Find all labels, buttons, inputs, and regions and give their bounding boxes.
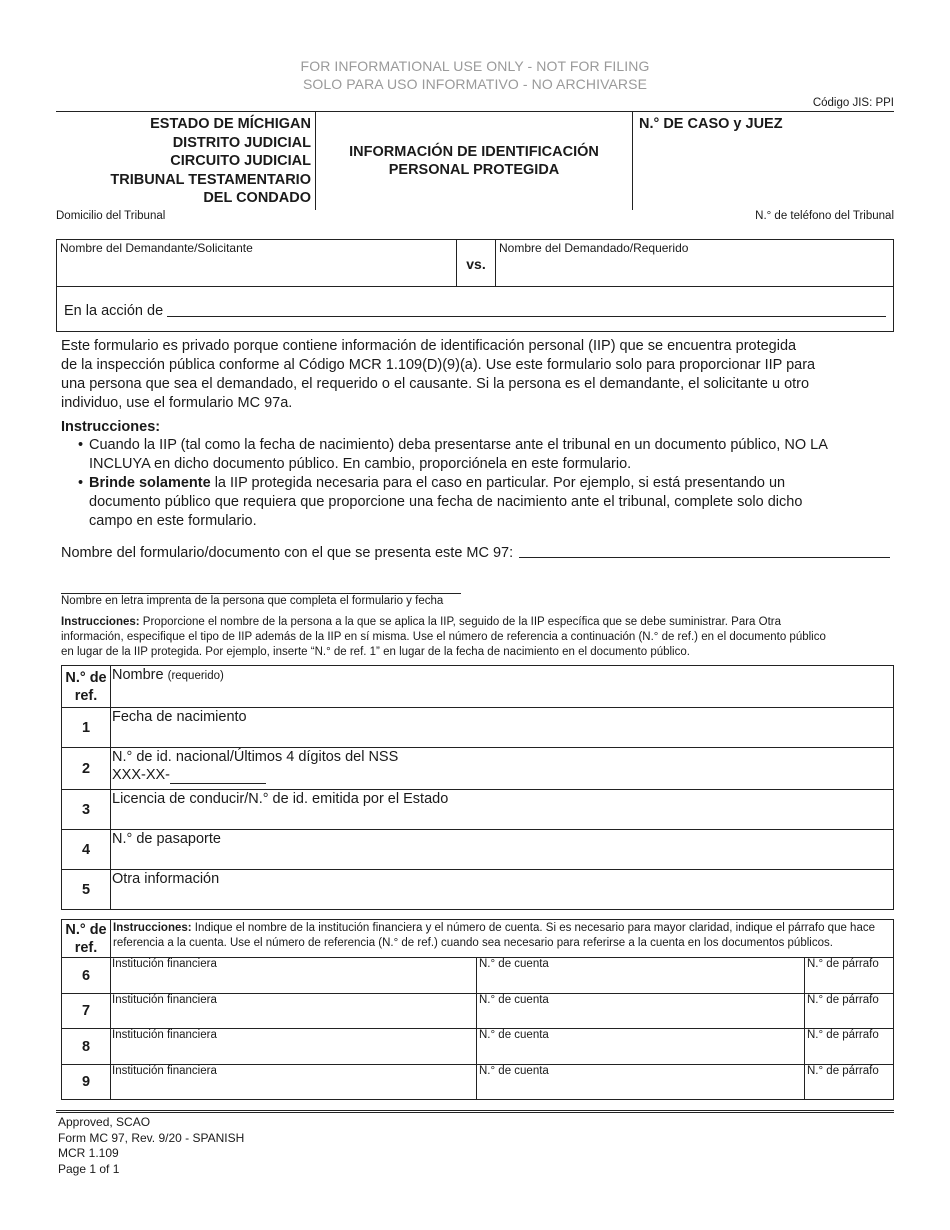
court-line: CIRCUITO JUDICIAL [170, 153, 311, 169]
intro-line: individuo, use el formulario MC 97a. [61, 395, 293, 411]
intro-line: una persona que sea el demandado, el requerido o el causante. Si la persona es el demandante, el solicitante u otro [61, 376, 810, 392]
form-document-row [61, 545, 890, 561]
court-line: DEL CONDADO [203, 190, 311, 206]
bullet-1-line-2: INCLUYA en dicho documento público. En cambio, proporciónela en este formulario. [89, 456, 632, 472]
paragraph-field[interactable] [805, 958, 894, 994]
ssn-label: N.° de id. nacional/Últimos 4 dígitos del NSS [112, 749, 399, 765]
ssn-prefix: XXX-XX- [112, 767, 171, 783]
instructions-2-line-2: información, especifique el tipo de IIP además de la IIP en sí misma. Use el número de referencia a continuación (N.° de ref.) en el documento público [61, 631, 826, 643]
footer-approved: Approved, SCAO [58, 1115, 151, 1129]
footer-form-number: Form MC 97, Rev. 9/20 - SPANISH [58, 1130, 245, 1145]
court-phone-label: N.° de teléfono del Tribunal [755, 210, 894, 222]
institution-field[interactable] [111, 1029, 477, 1065]
account-label: N.° de cuenta [479, 1065, 549, 1077]
ref-number: 8 [62, 1029, 111, 1065]
table-row [62, 1065, 894, 1100]
signer-field[interactable] [61, 593, 461, 607]
instructions-2-line-3: en lugar de la IIP protegida. Por ejemplo, inserte “N.° de ref. 1” en lugar de la fecha de nacimiento en el documento público. [61, 646, 690, 658]
ref-number: 2 [62, 748, 111, 790]
watermark-line-2: SOLO PARA USO INFORMATIVO - NO ARCHIVARSE [302, 76, 648, 92]
form-document-label: Nombre del formulario/documento con el que se presenta este MC 97: [61, 545, 514, 561]
table-row [62, 748, 894, 790]
court-block [56, 112, 316, 210]
table-row [62, 958, 894, 994]
instructions-heading: Instrucciones: [61, 419, 161, 435]
intro-line: Este formulario es privado porque contiene información de identificación personal (IIP) que se encuentra protegida [61, 338, 797, 354]
institution-label: Institución financiera [112, 958, 217, 970]
account-field[interactable] [477, 958, 805, 994]
account-label: N.° de cuenta [479, 994, 549, 1006]
ref-number: 9 [62, 1065, 111, 1100]
court-line: ESTADO DE MÍCHIGAN [150, 116, 311, 132]
defendant-field[interactable] [495, 240, 894, 286]
table-row [62, 994, 894, 1029]
intro-line: de la inspección pública conforme al Código MCR 1.109(D)(9)(a). Use este formulario solo para proporcionar IIP para [61, 357, 816, 373]
table-row [62, 666, 894, 708]
court-line: TRIBUNAL TESTAMENTARIO [110, 171, 311, 188]
paragraph-label: N.° de párrafo [807, 994, 879, 1006]
jis-code: Código JIS: PPI [812, 97, 894, 109]
financial-instructions-text: Indique el nombre de la institución financiera y el número de cuenta. Si es necesario para mayor claridad, indique el párrafo que hace referencia a la cuenta. Use el número de referencia (N.° de ref.) cuando sea necesario para referirse a la cuenta en los documentos públicos. [113, 922, 875, 949]
ref-number: 4 [62, 830, 111, 870]
case-number-field[interactable] [633, 112, 894, 210]
bullet-2-line-2: documento público que requiera que proporcione una fecha de nacimiento ante el tribunal, complete solo dicho [89, 494, 803, 510]
instructions-2 [61, 615, 891, 660]
dob-field[interactable] [111, 708, 894, 748]
court-line: DISTRITO JUDICIAL [172, 134, 311, 151]
financial-instructions-bold: Instrucciones: [113, 922, 192, 934]
instruction-bullet-1 [78, 436, 890, 474]
signer-label: Nombre en letra imprenta de la persona que completa el formulario y fecha [61, 595, 444, 607]
case-number-label: N.° DE CASO y JUEZ [639, 116, 783, 132]
table-row [62, 870, 894, 910]
account-label: N.° de cuenta [479, 958, 549, 970]
footer-mcr: MCR 1.109 [58, 1146, 119, 1160]
defendant-label: Nombre del Demandado/Requerido [499, 241, 689, 255]
footer-page: Page 1 of 1 [58, 1161, 120, 1176]
plaintiff-field[interactable] [57, 240, 457, 286]
ref-number: 5 [62, 870, 111, 910]
ref-number: 6 [62, 958, 111, 994]
name-required: (requerido) [167, 670, 224, 682]
action-label: En la acción de [64, 303, 164, 319]
table-row [62, 790, 894, 830]
institution-field[interactable] [111, 994, 477, 1029]
other-info-field[interactable] [111, 870, 894, 910]
bullet-2-line-1: la IIP protegida necesaria para el caso en particular. Por ejemplo, si está presentando un [210, 475, 786, 491]
account-field[interactable] [477, 994, 805, 1029]
paragraph-label: N.° de párrafo [807, 1029, 879, 1041]
other-info-label: Otra información [112, 871, 220, 887]
bullet-2-bold: Brinde solamente [89, 475, 211, 491]
bullet-2-line-3: campo en este formulario. [89, 513, 257, 529]
form-header [56, 111, 894, 210]
action-row [57, 286, 893, 331]
account-field[interactable] [477, 1065, 805, 1100]
form-document-field[interactable] [519, 557, 890, 558]
pii-table [61, 665, 894, 910]
license-field[interactable] [111, 790, 894, 830]
institution-field[interactable] [111, 958, 477, 994]
ref-header: N.° de ref. [62, 920, 111, 958]
watermark-line-1: FOR INFORMATIONAL USE ONLY - NOT FOR FILING [300, 58, 650, 74]
ref-number: 7 [62, 994, 111, 1029]
ref-number: 1 [62, 708, 111, 748]
passport-label: N.° de pasaporte [112, 831, 221, 847]
instructions-2-bold: Instrucciones: [61, 616, 140, 628]
bullet-dot: • [78, 437, 84, 453]
ref-header: N.° de ref. [62, 666, 111, 708]
ref-number: 3 [62, 790, 111, 830]
plaintiff-label: Nombre del Demandante/Solicitante [60, 241, 253, 255]
intro-paragraph [61, 337, 891, 413]
ssn-digits-field[interactable] [170, 770, 266, 784]
action-field[interactable] [167, 316, 886, 317]
instruction-bullet-2 [78, 474, 890, 531]
name-label: Nombre [112, 667, 164, 683]
institution-field[interactable] [111, 1065, 477, 1100]
form-title [316, 112, 633, 210]
form-title-line-2: PERSONAL PROTEGIDA [388, 162, 560, 178]
paragraph-label: N.° de párrafo [807, 1065, 879, 1077]
table-row [62, 920, 894, 958]
financial-instructions [111, 920, 894, 958]
license-label: Licencia de conducir/N.° de id. emitida por el Estado [112, 791, 449, 807]
footer-divider [56, 1110, 894, 1113]
account-label: N.° de cuenta [479, 1029, 549, 1041]
bullet-dot: • [78, 475, 84, 491]
paragraph-field[interactable] [805, 1065, 894, 1100]
table-row [62, 1029, 894, 1065]
court-address-label: Domicilio del Tribunal [56, 210, 166, 222]
paragraph-field[interactable] [805, 994, 894, 1029]
financial-table [61, 919, 894, 1100]
table-row [62, 830, 894, 870]
vs-label: vs. [466, 256, 486, 272]
institution-label: Institución financiera [112, 1029, 217, 1041]
table-row [62, 708, 894, 748]
parties-box [56, 239, 894, 332]
bullet-1-line-1: Cuando la IIP (tal como la fecha de nacimiento) deba presentarse ante el tribunal en un documento público, NO LA [89, 437, 828, 453]
dob-label: Fecha de nacimiento [112, 709, 247, 725]
account-field[interactable] [477, 1029, 805, 1065]
institution-label: Institución financiera [112, 1065, 217, 1077]
paragraph-field[interactable] [805, 1029, 894, 1065]
form-title-line-1: INFORMACIÓN DE IDENTIFICACIÓN [349, 144, 599, 160]
name-field[interactable] [111, 666, 894, 708]
paragraph-label: N.° de párrafo [807, 958, 879, 970]
institution-label: Institución financiera [112, 994, 217, 1006]
passport-field[interactable] [111, 830, 894, 870]
ssn-field[interactable] [111, 748, 894, 790]
form-footer [58, 1115, 244, 1177]
instructions-2-line-1: Proporcione el nombre de la persona a la que se aplica la IIP, seguido de la IIP específica que se debe suministrar. Para Otra [139, 616, 782, 628]
